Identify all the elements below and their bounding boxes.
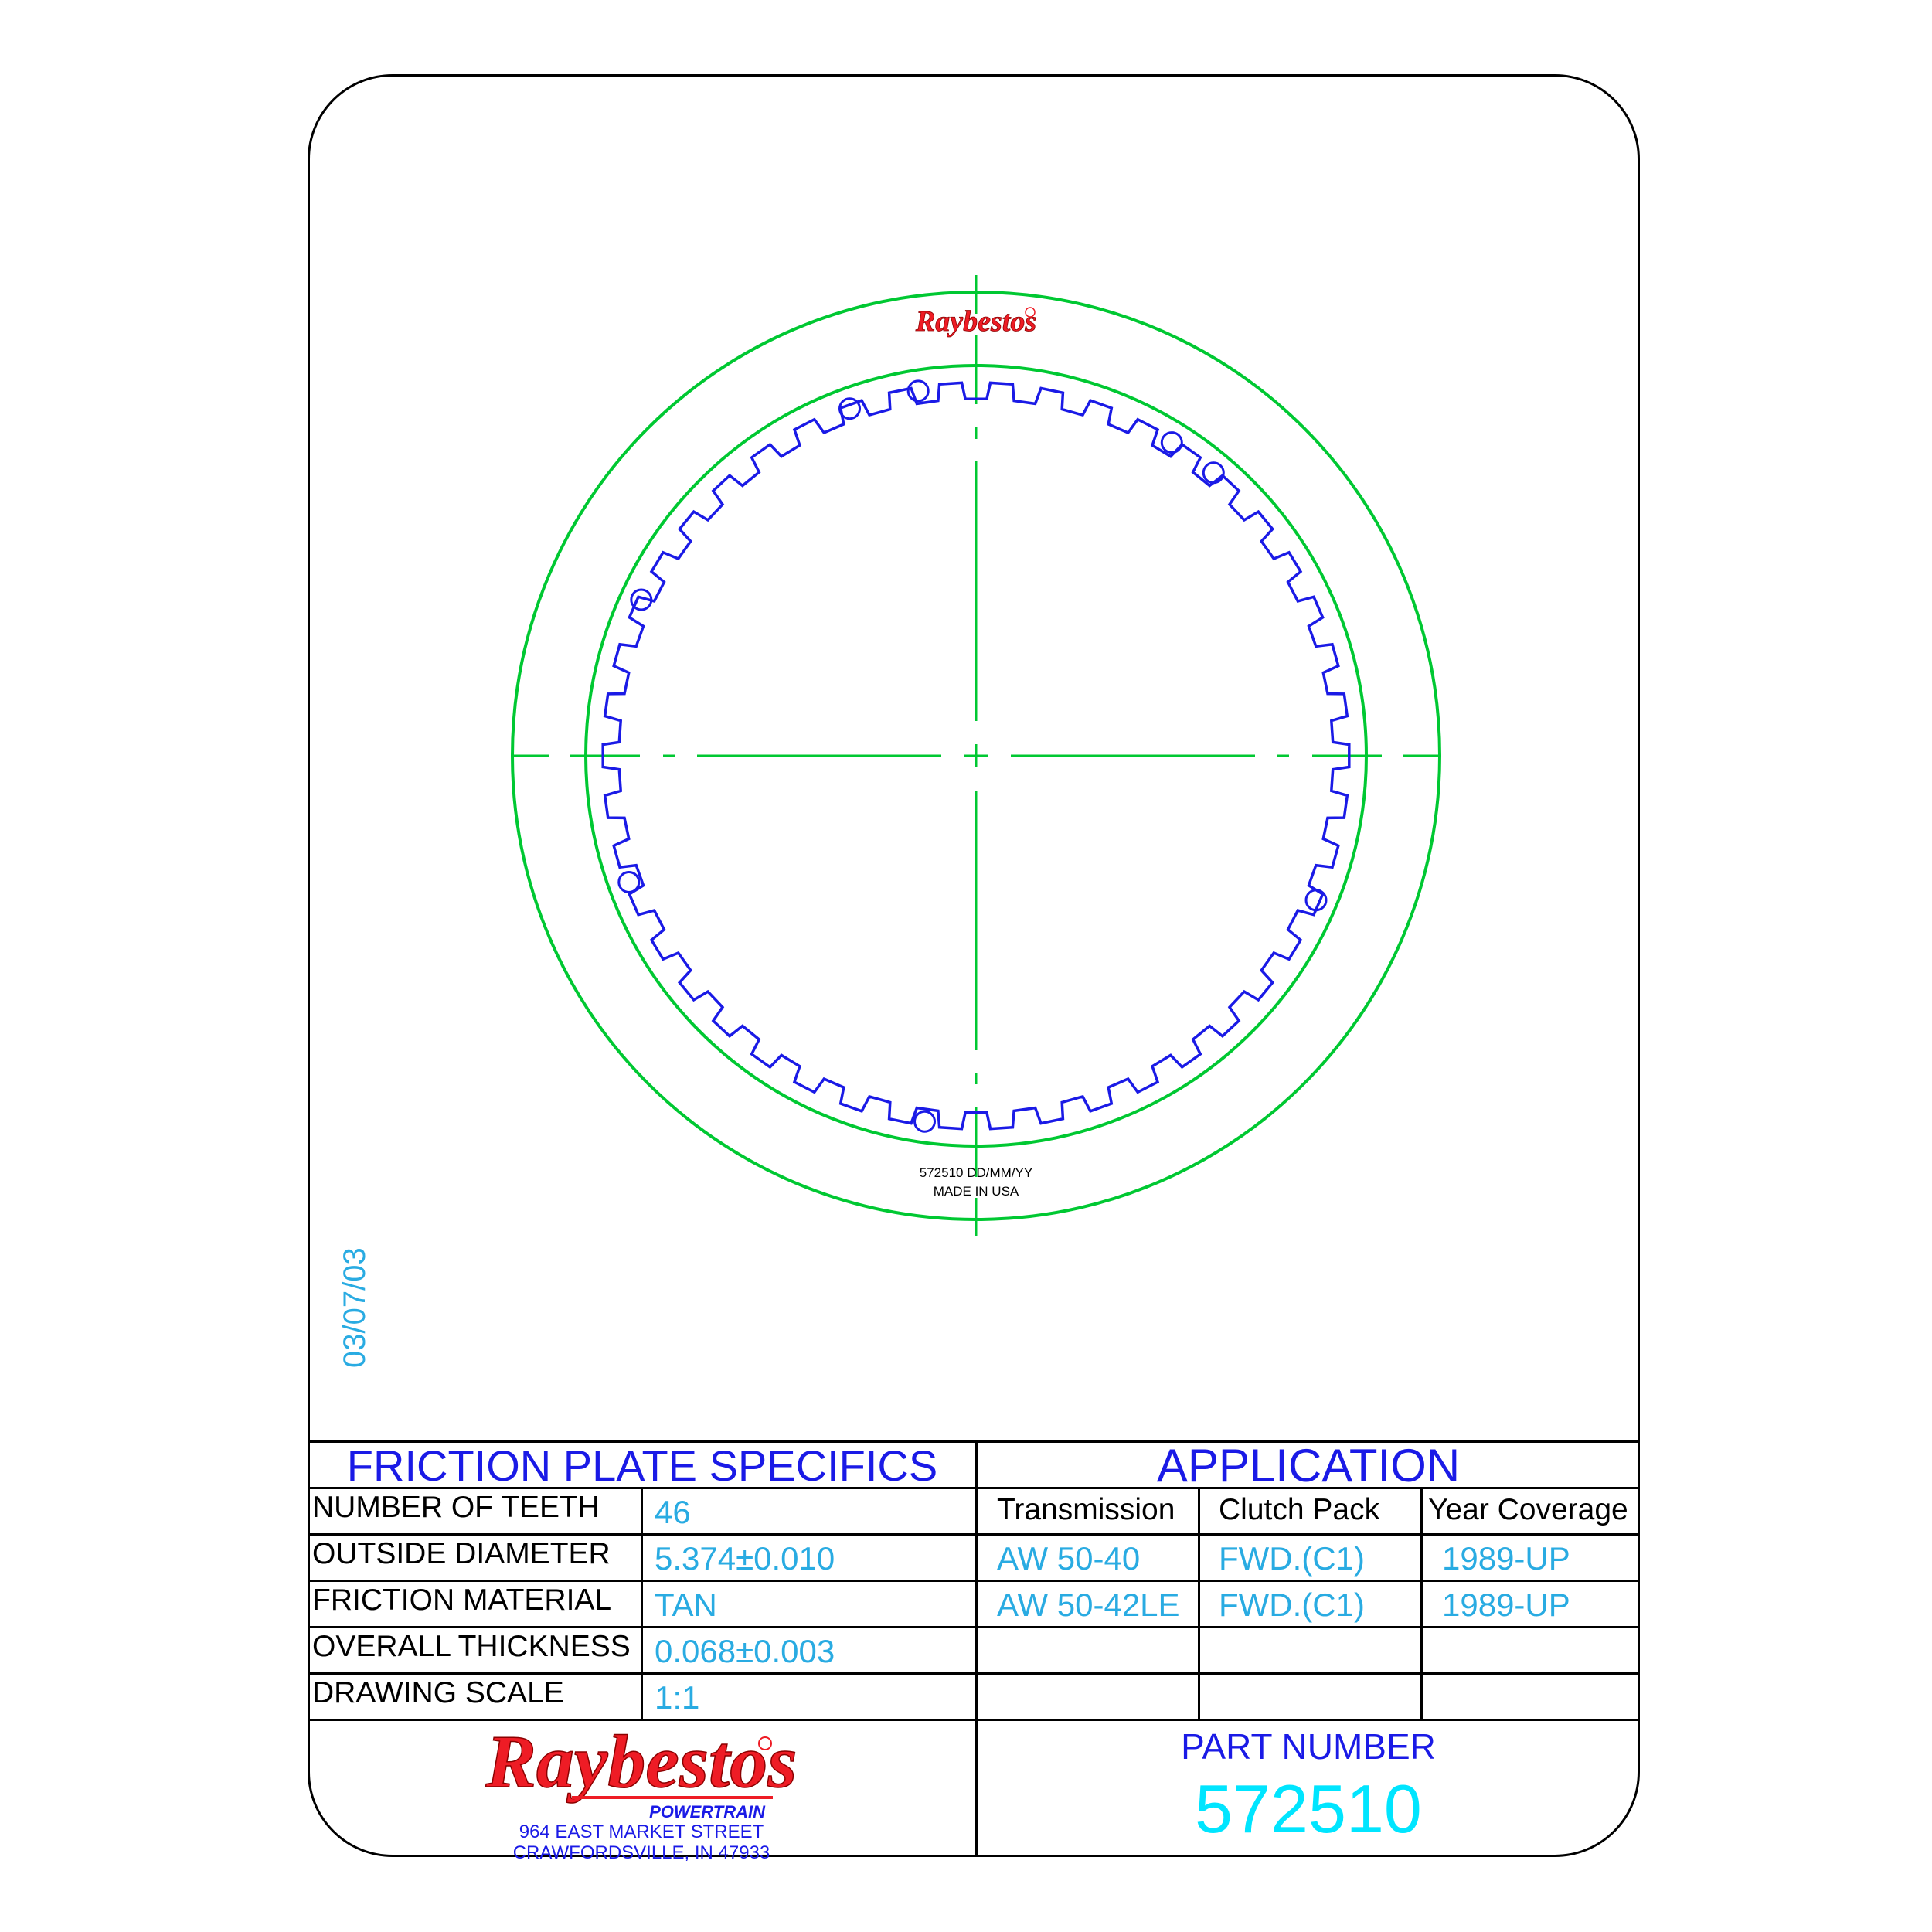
spec-value-teeth: 46 <box>655 1494 691 1530</box>
plate-stamp-line1: 572510 DD/MM/YY <box>919 1165 1033 1180</box>
app-row2-transmission: AW 50-42LE <box>997 1587 1180 1623</box>
app-row2-clutch-pack: FWD.(C1) <box>1219 1587 1365 1623</box>
spec-value-material: TAN <box>655 1587 717 1623</box>
grid-line-row1 <box>308 1533 1640 1536</box>
app-row2-year: 1989-UP <box>1442 1587 1570 1623</box>
company-address-line2: CRAWFORDSVILLE, IN 47933 <box>512 1842 770 1863</box>
app-row1-transmission: AW 50-40 <box>997 1540 1141 1577</box>
plate-hole-5 <box>619 872 639 893</box>
part-number-label: PART NUMBER <box>1181 1726 1436 1767</box>
company-logo-text: Raybestos <box>485 1720 798 1804</box>
spec-label-teeth: NUMBER OF TEETH <box>312 1491 600 1524</box>
grid-line-row3 <box>308 1626 1640 1628</box>
spec-value-scale: 1:1 <box>655 1679 700 1716</box>
company-logo <box>479 1720 804 1821</box>
spec-label-diameter: OUTSIDE DIAMETER <box>312 1537 611 1570</box>
spec-value-thickness: 0.068±0.003 <box>655 1633 835 1669</box>
part-number-value: 572510 <box>1195 1770 1422 1847</box>
grid-line-row2 <box>308 1580 1640 1582</box>
spec-label-scale: DRAWING SCALE <box>312 1676 564 1709</box>
plate-hole-8 <box>1162 433 1182 453</box>
company-subbrand: POWERTRAIN <box>649 1802 765 1821</box>
drawing-date: 03/07/03 <box>338 1247 372 1368</box>
plate-hole-2 <box>1203 463 1223 483</box>
spec-label-thickness: OVERALL THICKNESS <box>312 1630 631 1663</box>
spec-value-diameter: 5.374±0.010 <box>655 1540 835 1577</box>
grid-line-row4 <box>308 1672 1640 1675</box>
application-title: APPLICATION <box>1156 1440 1461 1492</box>
company-address-line1: 964 EAST MARKET STREET <box>519 1821 764 1842</box>
app-header-clutch-pack: Clutch Pack <box>1219 1493 1380 1526</box>
spec-label-material: FRICTION MATERIAL <box>312 1583 612 1617</box>
app-header-transmission: Transmission <box>997 1493 1175 1526</box>
specs-title: FRICTION PLATE SPECIFICS <box>346 1441 938 1490</box>
plate-stamp-line2: MADE IN USA <box>933 1184 1019 1199</box>
plate-logo: Raybestos <box>915 305 1037 338</box>
app-row1-year: 1989-UP <box>1442 1540 1570 1577</box>
app-header-year-coverage: Year Coverage <box>1428 1493 1628 1526</box>
app-row1-clutch-pack: FWD.(C1) <box>1219 1540 1365 1577</box>
grid-line-app-col1 <box>1198 1487 1200 1719</box>
grid-line-app-col2 <box>1420 1487 1423 1719</box>
center-lines <box>511 275 1441 1236</box>
plate-hole-4 <box>915 1111 935 1131</box>
grid-line-specs-col <box>641 1487 643 1719</box>
